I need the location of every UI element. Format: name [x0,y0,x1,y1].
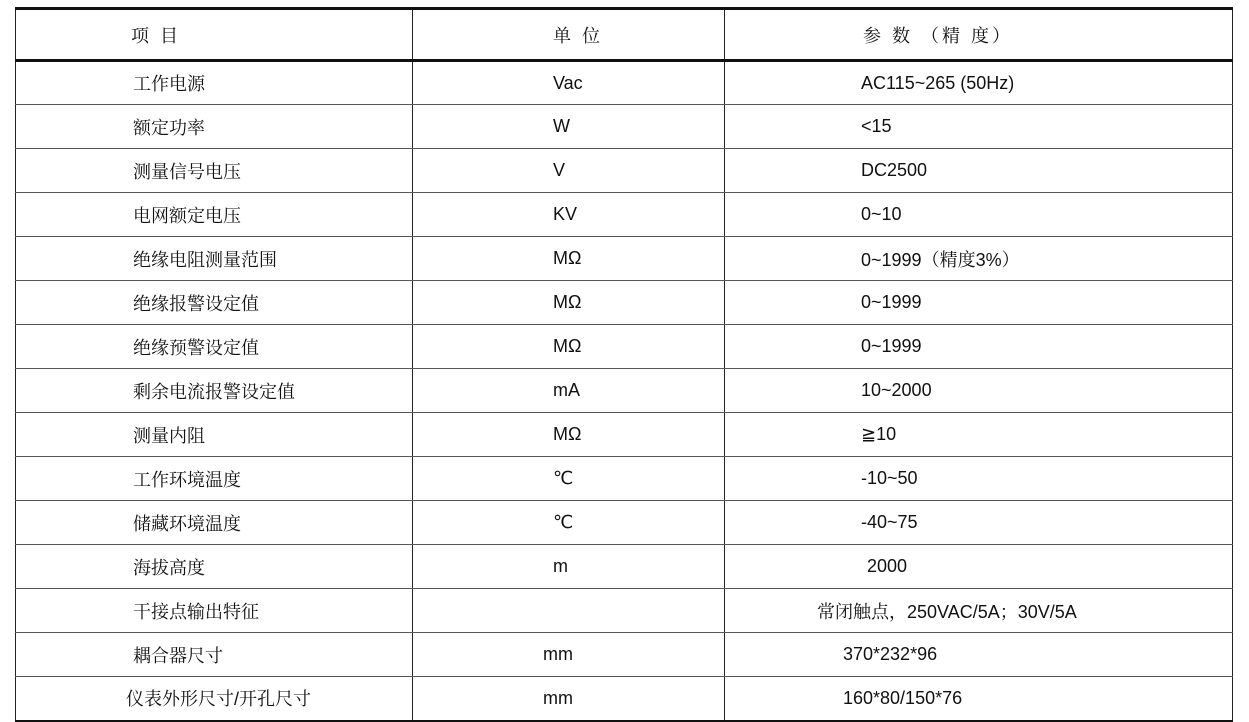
table-row [16,589,1233,633]
row-unit: MΩ [413,237,725,281]
row-unit: KV [413,193,725,237]
row-param: DC2500 [725,149,1233,193]
row-unit: mm [413,677,725,721]
row-unit: mA [413,369,725,413]
row-item: 额定功率 [16,105,413,149]
row-item: 干接点输出特征 [16,589,413,633]
row-item: 仪表外形尺寸/开孔尺寸 [16,677,413,721]
table-row [16,457,1233,501]
table-row [16,193,1233,237]
row-param: ≧10 [725,413,1233,457]
row-param: AC115~265 (50Hz) [725,61,1233,105]
header-unit: 单 位 [413,9,725,61]
row-param: 160*80/150*76 [725,677,1233,721]
row-item: 电网额定电压 [16,193,413,237]
row-item: 绝缘预警设定值 [16,325,413,369]
row-param: 常闭触点，250VAC/5A；30V/5A [725,589,1233,633]
table-header-row [16,9,1233,61]
row-param: 10~2000 [725,369,1233,413]
row-unit: ℃ [413,457,725,501]
row-item: 测量信号电压 [16,149,413,193]
row-item: 绝缘报警设定值 [16,281,413,325]
row-item: 储藏环境温度 [16,501,413,545]
table-row [16,677,1233,721]
table-row [16,545,1233,589]
table-row [16,149,1233,193]
row-unit: m [413,545,725,589]
table-row [16,61,1233,105]
header-item: 项 目 [16,9,413,61]
row-unit: V [413,149,725,193]
row-unit: mm [413,633,725,677]
row-unit: W [413,105,725,149]
row-param: <15 [725,105,1233,149]
row-item: 耦合器尺寸 [16,633,413,677]
table-row [16,501,1233,545]
row-param: -10~50 [725,457,1233,501]
row-unit [413,589,725,633]
row-param: -40~75 [725,501,1233,545]
row-unit: Vac [413,61,725,105]
row-unit: MΩ [413,325,725,369]
row-item: 工作环境温度 [16,457,413,501]
row-item: 海拔高度 [16,545,413,589]
table-row [16,325,1233,369]
row-item: 工作电源 [16,61,413,105]
row-item: 测量内阻 [16,413,413,457]
row-param: 0~1999 [725,325,1233,369]
row-param: 2000 [725,545,1233,589]
table-row [16,237,1233,281]
table-row [16,413,1233,457]
row-param: 0~10 [725,193,1233,237]
table-row [16,281,1233,325]
row-unit: MΩ [413,413,725,457]
row-param: 0~1999 [725,281,1233,325]
table-row [16,633,1233,677]
row-item: 绝缘电阻测量范围 [16,237,413,281]
table-row [16,105,1233,149]
table-row [16,369,1233,413]
row-unit: ℃ [413,501,725,545]
header-param: 参 数 （精 度） [725,9,1233,61]
row-item: 剩余电流报警设定值 [16,369,413,413]
row-param: 370*232*96 [725,633,1233,677]
spec-table [15,7,1233,722]
row-unit: MΩ [413,281,725,325]
row-param: 0~1999（精度3%） [725,237,1233,281]
